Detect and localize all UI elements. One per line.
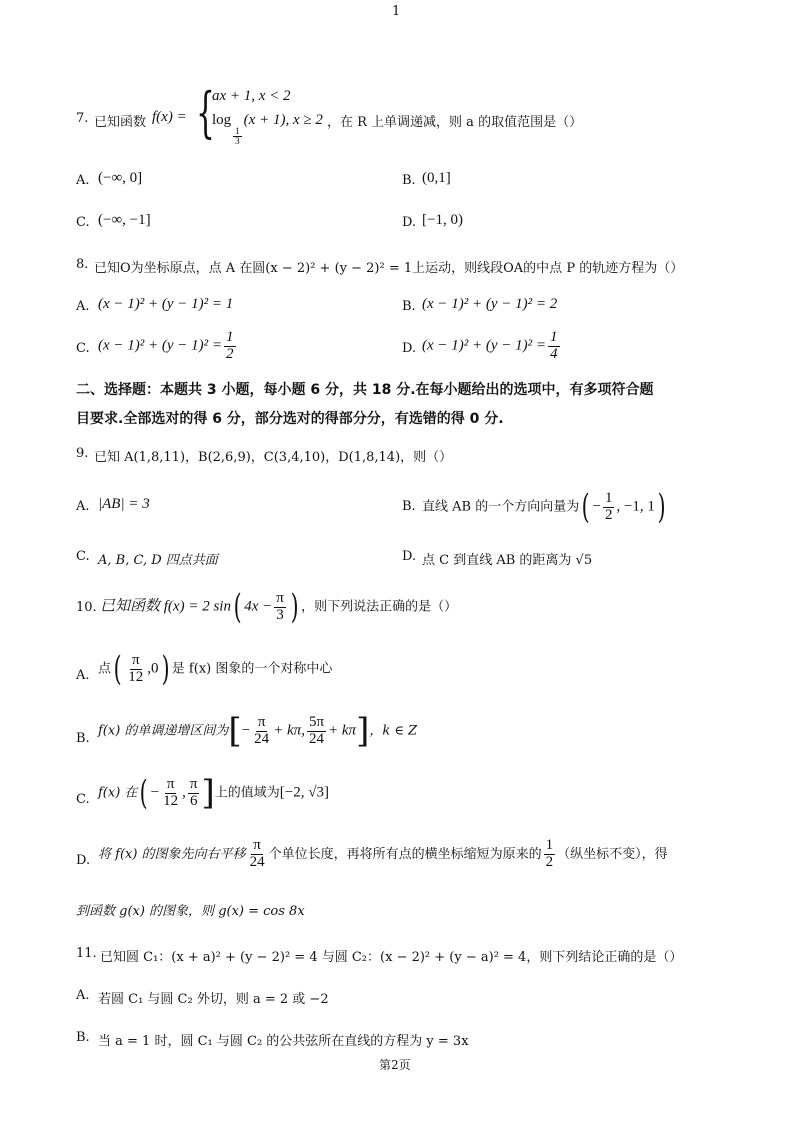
fraction: $\frac{1}{2}$	[545, 837, 554, 870]
option-a-label: A.	[76, 173, 90, 188]
fraction: $\frac{\pi}{24}$	[254, 713, 270, 747]
option-b-value: 当 a = 1 时，圆 C₁ 与圆 C₂ 的公共弦所在直线的方程为 y = 3x	[98, 1034, 469, 1049]
question-stem-post: ，在 R 上单调递减，则 a 的取值范围是（）	[327, 115, 583, 130]
option-b-value: 直线 AB 的一个方向向量为( − $\frac{1}{2}$ , −1, 1)	[422, 487, 666, 527]
piece-2	[212, 112, 323, 147]
option-b-label: B.	[76, 731, 90, 746]
option-a-value: |AB| = 3	[98, 496, 150, 512]
option-c-label: C.	[76, 341, 90, 356]
option-b-value: (0,1]	[422, 170, 451, 186]
fraction: $\frac{\pi}{12}$	[163, 775, 179, 809]
fraction: $\frac{\pi}{24}$	[249, 837, 265, 870]
option-a-value: (−∞, 0]	[98, 170, 143, 186]
option-d-label: D.	[402, 341, 417, 356]
option-c-value: (−∞, −1]	[98, 212, 151, 228]
question-number: 10.	[76, 600, 97, 615]
option-c-label: C.	[76, 792, 90, 807]
option-b-value: f(x) 的单调递增区间为[− $\frac{\pi}{24}$ + kπ, $\frac{5\pi}{24}$ + kπ]，k ∈ Z	[98, 711, 418, 751]
log-base: $\frac{1}{3}$	[235, 126, 240, 147]
option-d-continuation: 到函数 g(x) 的图象，则 g(x) = cos 8x	[76, 904, 305, 919]
option-a-value: 点( $\frac{\pi}{12}$ ,0) 是 f(x) 图象的一个对称中心	[98, 649, 333, 689]
option-d-label: D.	[402, 549, 417, 564]
piecewise-brace: {	[196, 81, 215, 144]
fraction: $\frac{\pi}{3}$	[276, 589, 284, 623]
section-heading-line-1: 二、选择题：本题共 3 小题，每小题 6 分，共 18 分.在每小题给出的选项中，有多项符合题	[76, 382, 654, 398]
option-d-label: D.	[76, 853, 91, 868]
fraction: $\frac{1}{2}$	[604, 489, 613, 523]
question-stem: 已知O为坐标原点，点 A 在圆(x − 2)² + (y − 2)² = 1上运动，则线段OA的中点 P 的轨迹方程为（）	[94, 261, 684, 276]
option-c-value: f(x) 在( − $\frac{\pi}{12}$ , $\frac{\pi}{6}$ ]上的值域为[−2, √3]	[98, 773, 329, 813]
piece-2-rest: (x + 1), x ≥ 2	[243, 112, 323, 128]
option-a-label: A.	[76, 299, 90, 314]
option-a-label: A.	[76, 499, 90, 514]
section-heading-line-2: 目要求.全部选对的得 6 分，部分选对的得部分分，有选错的得 0 分.	[76, 411, 504, 427]
option-d-value: 将 f(x) 的图象先向右平移 $\frac{\pi}{24}$ 个单位长度，再将所有点的横坐标缩短为原来的 $\frac{1}{2}$ （纵坐标不变），得	[98, 837, 668, 870]
option-c-label: C.	[76, 549, 90, 564]
fraction: $\frac{\pi}{12}$	[128, 651, 144, 685]
option-b-value: (x − 1)² + (y − 1)² = 2	[422, 296, 558, 312]
option-d-label: D.	[402, 215, 417, 230]
option-a-label: A.	[76, 668, 90, 683]
question-stem-pre: 已知函数	[94, 115, 147, 130]
option-b-label: B.	[402, 499, 416, 514]
option-c-value: A, B, C, D 四点共面	[98, 553, 218, 568]
question-stem: 已知函数 f(x) = 2 sin( 4x − $\frac{\pi}{3}$ ) ，则下列说法正确的是（）	[100, 587, 458, 627]
option-d-value: [−1, 0)	[422, 212, 463, 228]
question-stem: 已知圆 C₁：(x + a)² + (y − 2)² = 4 与圆 C₂：(x − 2)² + (y − a)² = 4，则下列结论正确的是（）	[100, 950, 683, 965]
option-b-label: B.	[402, 299, 416, 314]
question-number: 8.	[76, 257, 89, 272]
option-b-label: B.	[76, 1030, 90, 1045]
fraction: $\frac{1}{2}$	[226, 329, 234, 362]
question-number: 11.	[76, 946, 97, 961]
page-footer: 第2页	[379, 1058, 411, 1072]
question-number: 9.	[76, 446, 89, 461]
piece-1: ax + 1, x < 2	[212, 88, 291, 104]
option-b-label: B.	[402, 173, 416, 188]
log-label: log	[212, 112, 232, 128]
question-number: 7.	[76, 111, 89, 126]
question-stem: 已知 A(1,8,11)，B(2,6,9)，C(3,4,10)，D(1,8,14)，则（）	[94, 450, 453, 465]
fraction: $\frac{1}{4}$	[550, 329, 558, 362]
option-a-value: 若圆 C₁ 与圆 C₂ 外切，则 a = 2 或 −2	[98, 992, 329, 1007]
fraction: $\frac{\pi}{6}$	[189, 775, 198, 809]
option-a-value: (x − 1)² + (y − 1)² = 1	[98, 296, 234, 312]
option-c-label: C.	[76, 215, 90, 230]
page-number-top: 1	[392, 4, 401, 19]
fraction: $\frac{5\pi}{24}$	[308, 713, 325, 747]
option-c-value: (x − 1)² + (y − 1)² = $\frac{1}{2}$	[98, 329, 234, 362]
function-label: f(x) =	[152, 109, 187, 125]
option-d-value: (x − 1)² + (y − 1)² = $\frac{1}{4}$	[422, 329, 558, 362]
option-a-label: A.	[76, 988, 90, 1003]
option-d-value: 点 C 到直线 AB 的距离为 √5	[422, 553, 593, 568]
